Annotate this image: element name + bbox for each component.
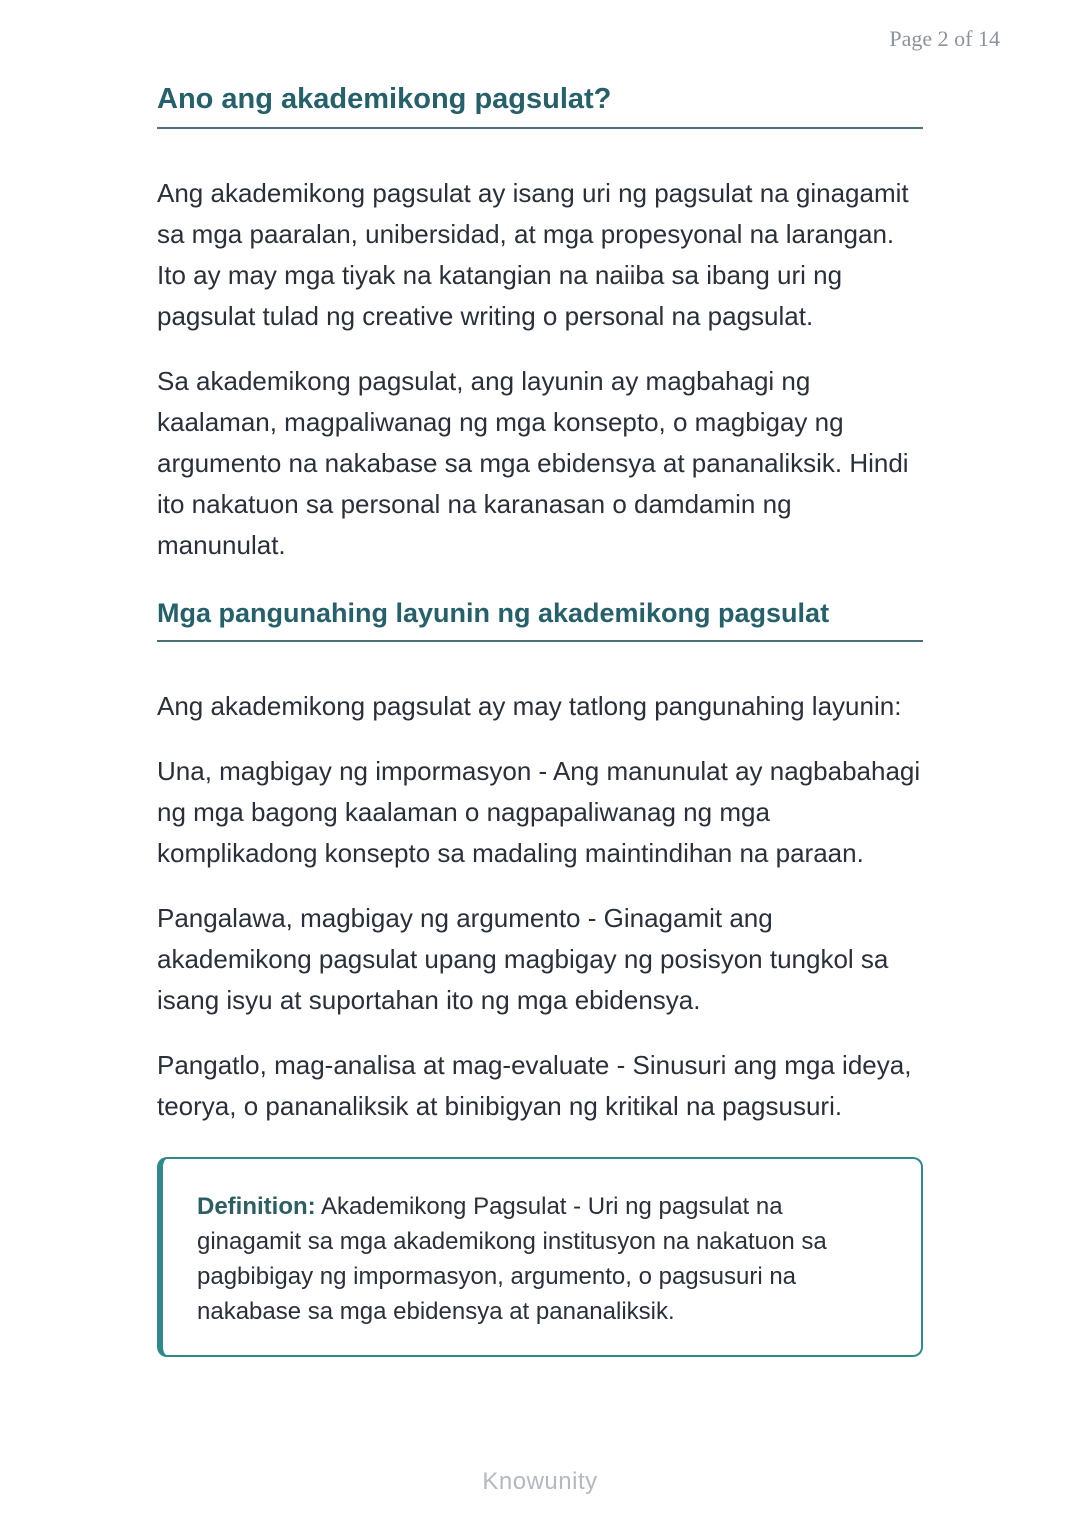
paragraph-goal-1: Una, magbigay ng impormasyon - Ang manunulat ay nagbabahagi ng mga bagong kaalaman o nagpapaliwanag ng mga komplikadong konsepto sa madaling maintindihan na paraan.: [157, 756, 921, 868]
section-heading-1: Ano ang akademikong pagsulat?: [157, 83, 612, 115]
document-content: [0, 82, 1080, 1357]
definition-text: [197, 1189, 883, 1329]
page-indicator: Page 2 of 14: [889, 26, 1000, 51]
heading-rule-1: [157, 127, 923, 129]
definition-box: [157, 1157, 923, 1357]
definition-label: Definition:: [197, 1193, 316, 1220]
heading-rule-2: [157, 640, 923, 642]
section-heading-2: Mga pangunahing layunin ng akademikong pagsulat: [157, 598, 830, 628]
paragraph-intro-2: Sa akademikong pagsulat, ang layunin ay magbahagi ng kaalaman, magpaliwanag ng mga konsepto, o magbigay ng argumento na nakabase sa mga ebidensya at pananaliksik. Hindi ito nakatuon sa personal na karanasan o damdamin ng manunulat.: [157, 366, 909, 560]
paragraph-goal-2: Pangalawa, magbigay ng argumento - Ginagamit ang akademikong pagsulat upang magbigay ng posisyon tungkol sa isang isyu at suportahan ito ng mga ebidensya.: [157, 903, 889, 1015]
footer-brand: Knowunity: [482, 1468, 598, 1495]
paragraph-goals-lead: Ang akademikong pagsulat ay may tatlong pangunahing layunin:: [157, 691, 902, 721]
paragraph-intro-1: Ang akademikong pagsulat ay isang uri ng pagsulat na ginagamit sa mga paaralan, unibersidad, at mga propesyonal na larangan. Ito ay may mga tiyak na katangian na naiiba sa ibang uri ng pagsulat tulad ng creative writing o personal na pagsulat.: [157, 178, 909, 331]
definition-body: Akademikong Pagsulat - Uri ng pagsulat na ginagamit sa mga akademikong institusyon na nakatuon sa pagbibigay ng impormasyon, argumento, o pagsusuri na nakabase sa mga ebidensya at pananaliksik.: [197, 1193, 827, 1325]
paragraph-goal-3: Pangatlo, mag-analisa at mag-evaluate - Sinusuri ang mga ideya, teorya, o pananaliksik at binibigyan ng kritikal na pagsusuri.: [157, 1050, 912, 1121]
